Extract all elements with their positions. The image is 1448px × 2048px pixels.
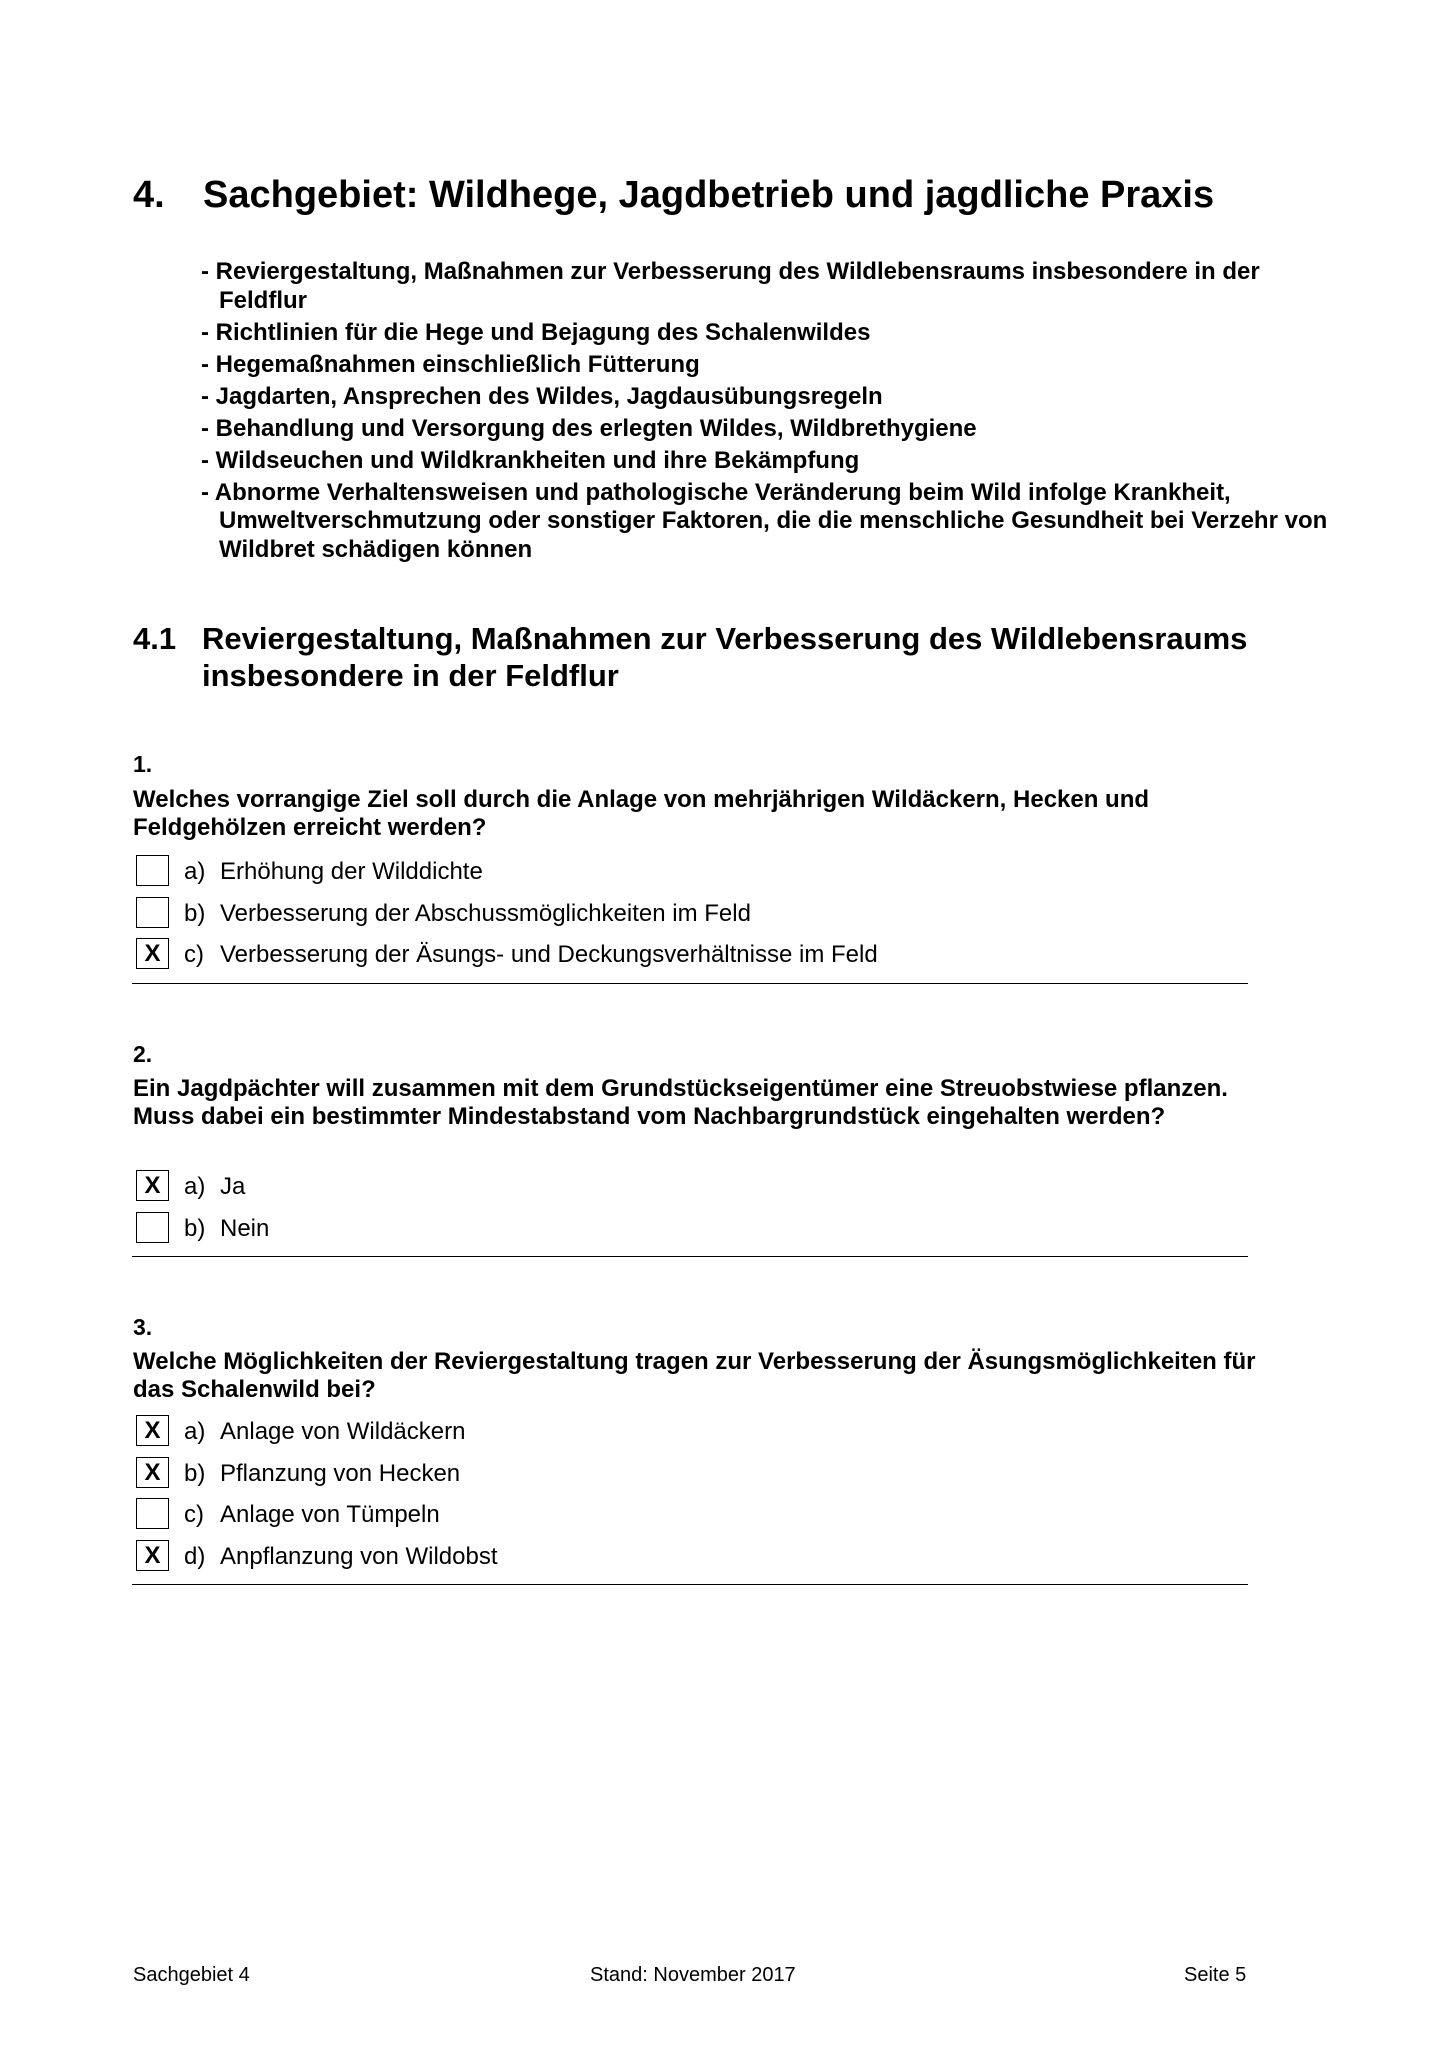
topic-item: - Abnorme Verhaltensweisen und pathologische Veränderung beim Wild infolge Krankheit, Umweltverschmutzung oder sonstiger Faktoren, die die menschliche Gesundheit bei Verzehr von Wildbret schädigen können	[201, 478, 1328, 563]
answer-checkbox[interactable]	[136, 1212, 169, 1243]
question-divider	[132, 1256, 1248, 1257]
option-text: Anpflanzung von Wildobst	[220, 1543, 498, 1570]
option-text: Nein	[220, 1215, 270, 1242]
option-letter: b)	[184, 1460, 206, 1487]
topic-item: - Richtlinien für die Hege und Bejagung des Schalenwildes	[201, 318, 871, 346]
answer-checkbox[interactable]	[136, 1498, 169, 1529]
answer-checkbox[interactable]: X	[136, 1457, 169, 1488]
answer-option[interactable]	[136, 938, 1236, 971]
question-number: 2.	[133, 1041, 153, 1067]
section-heading	[133, 174, 1333, 217]
option-text: Anlage von Tümpeln	[220, 1501, 440, 1528]
topic-list	[201, 258, 1331, 568]
question-text: Welches vorrangige Ziel soll durch die Anlage von mehrjährigen Wildäckern, Hecken und Feldgehölzen erreicht werden?	[133, 786, 1150, 841]
subsection-heading	[133, 620, 1333, 694]
topic-item: - Wildseuchen und Wildkrankheiten und ihre Bekämpfung	[201, 446, 860, 474]
footer-center: Stand: November 2017	[590, 1964, 796, 1986]
topic-item: - Jagdarten, Ansprechen des Wildes, Jagdausübungsregeln	[201, 382, 883, 410]
topic-item: - Behandlung und Versorgung des erlegten Wildes, Wildbrethygiene	[201, 414, 977, 442]
topic-item: - Hegemaßnahmen einschließlich Fütterung	[201, 350, 700, 378]
option-text: Ja	[220, 1173, 246, 1200]
answer-checkbox[interactable]: X	[136, 1170, 169, 1201]
option-text: Pflanzung von Hecken	[220, 1460, 461, 1487]
answer-checkbox[interactable]	[136, 897, 169, 928]
option-text: Anlage von Wildäckern	[220, 1418, 466, 1445]
answer-checkbox[interactable]: X	[136, 938, 169, 969]
answer-option[interactable]	[136, 1212, 1236, 1245]
option-letter: d)	[184, 1543, 206, 1570]
question-text: Ein Jagdpächter will zusammen mit dem Grundstückseigentümer eine Streuobstwiese pflanzen. Muss dabei ein bestimmter Mindestabstand vom Nachbargrundstück eingehalten werden?	[133, 1075, 1228, 1130]
answer-checkbox[interactable]: X	[136, 1540, 169, 1571]
option-letter: c)	[184, 941, 204, 968]
option-text: Verbesserung der Abschussmöglichkeiten im Feld	[220, 900, 751, 927]
topic-item: - Reviergestaltung, Maßnahmen zur Verbesserung des Wildlebensraums insbesondere in der Feldflur	[201, 258, 1260, 314]
option-text: Verbesserung der Äsungs- und Deckungsverhältnisse im Feld	[220, 941, 878, 968]
answer-checkbox[interactable]: X	[136, 1415, 169, 1446]
answer-option[interactable]	[136, 1457, 1236, 1490]
answer-option[interactable]	[136, 1415, 1236, 1448]
answer-option[interactable]	[136, 855, 1236, 888]
option-letter: a)	[184, 1173, 206, 1200]
question-divider	[132, 1584, 1248, 1585]
footer-left: Sachgebiet 4	[133, 1964, 250, 1986]
option-letter: b)	[184, 1215, 206, 1242]
subsection-number: 4.1	[133, 621, 177, 656]
answer-option[interactable]	[136, 1540, 1236, 1573]
question-divider	[132, 983, 1248, 984]
footer-right: Seite 5	[1184, 1964, 1247, 1986]
question-text: Welche Möglichkeiten der Reviergestaltung tragen zur Verbesserung der Äsungsmöglichkeiten für das Schalenwild bei?	[133, 1348, 1256, 1403]
answer-checkbox[interactable]	[136, 855, 169, 886]
answer-option[interactable]	[136, 897, 1236, 930]
subsection-title: Reviergestaltung, Maßnahmen zur Verbesserung des Wildlebensraums insbesondere in der Feldflur	[202, 621, 1248, 693]
section-title: Sachgebiet: Wildhege, Jagdbetrieb und jagdliche Praxis	[203, 174, 1215, 216]
option-letter: b)	[184, 900, 206, 927]
option-letter: c)	[184, 1501, 204, 1528]
question-number: 1.	[133, 751, 153, 777]
question-number: 3.	[133, 1314, 153, 1340]
option-letter: a)	[184, 858, 206, 885]
section-number: 4.	[133, 174, 165, 216]
answer-option[interactable]	[136, 1498, 1236, 1531]
answer-option[interactable]	[136, 1170, 1236, 1203]
option-text: Erhöhung der Wilddichte	[220, 858, 483, 885]
option-letter: a)	[184, 1418, 206, 1445]
